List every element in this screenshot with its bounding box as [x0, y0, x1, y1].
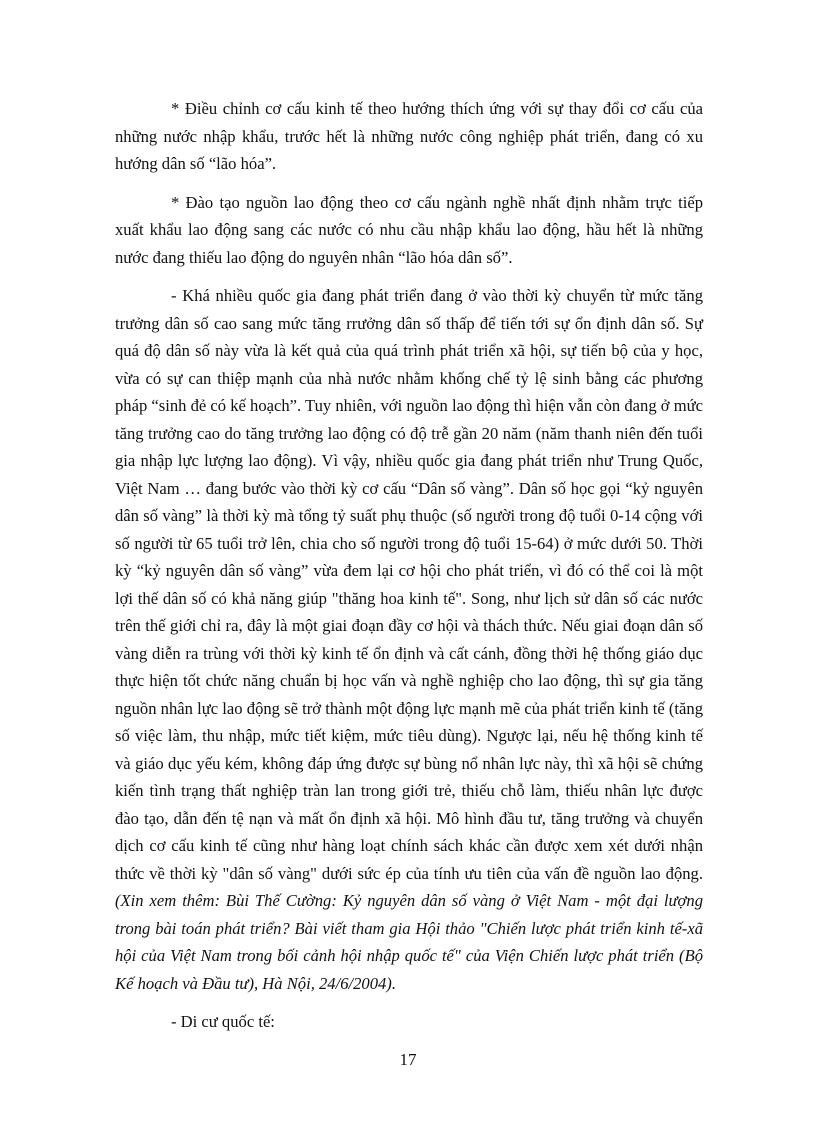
paragraph-international-migration: - Di cư quốc tế: — [171, 1012, 275, 1031]
paragraph-restructure-economy: * Điều chỉnh cơ cấu kinh tế theo hướng thích ứng với sự thay đổi cơ cấu của những nước nhập khẩu, trước hết là những nước công nghiệp phát triển, đang có xu hướng dân số “lão hóa”. — [115, 99, 703, 173]
page-number: 17 — [399, 1050, 417, 1069]
citation-note: (Xin xem thêm: Bùi Thế Cường: Kỷ nguyên dân số vàng ở Việt Nam - một đại lượng trong bài toán phát triển? Bài viết tham gia Hội thảo "Chiến lược phát triển kinh tế-xã hội của Việt Nam trong bối cảnh hội nhập quốc tế" của Viện Chiến lược phát triển (Bộ Kế hoạch và Đầu tư), Hà Nội, 24/6/2004). — [115, 891, 703, 993]
page-body — [115, 95, 703, 1047]
paragraph-golden-population-text: - Khá nhiều quốc gia đang phát triển đang ở vào thời kỳ chuyển từ mức tăng trưởng dân số cao sang mức tăng rrưởng dân số thấp để tiến tới sự ổn định dân số. Sự quá độ dân số này vừa là kết quả của quá trình phát triển xã hội, sự tiến bộ của y học, vừa có sự can thiệp mạnh của nhà nước nhằm khống chế tỷ lệ sinh bằng các phương pháp “sinh đẻ có kế hoạch”. Tuy nhiên, với nguồn lao động thì hiện vẫn còn đang ở mức tăng trưởng cao do tăng trưởng lao động có độ trễ gần 20 năm (năm thanh niên đến tuổi gia nhập lực lượng lao động). Vì vậy, nhiều quốc gia đang phát triển như Trung Quốc, Việt Nam … đang bước vào thời kỳ cơ cấu “Dân số vàng”. Dân số học gọi “kỷ nguyên dân số vàng” là thời kỳ mà tổng tỷ suất phụ thuộc (số người trong độ tuổi 0-14 cộng với số người từ 65 tuổi trở lên, chia cho số người trong độ tuổi 15-64) ở mức dưới 50. Thời kỳ “kỷ nguyên dân số vàng” vừa đem lại cơ hội cho phát triển, vì đó có thể coi là một lợi thế dân số có khả năng giúp "thăng hoa kinh tế". Song, như lịch sử dân số các nước trên thế giới chỉ ra, đây là một giai đoạn đầy cơ hội và thách thức. Nếu giai đoạn dân số vàng diễn ra trùng với thời kỳ kinh tế ổn định và cất cánh, đồng thời hệ thống giáo dục thực hiện tốt chức năng chuẩn bị học vấn và nghề nghiệp cho lao động, thì sự gia tăng nguồn nhân lực lao động sẽ trở thành một động lực mạnh mẽ của phát triển kinh tế (tăng số việc làm, thu nhập, mức tiết kiệm, mức tiêu dùng). Ngược lại, nếu hệ thống kinh tế và giáo dục yếu kém, không đáp ứng được sự bùng nổ nhân lực này, thì xã hội sẽ chứng kiến tình trạng thất nghiệp tràn lan trong giới trẻ, thiếu chỗ làm, thiếu nhân lực được đào tạo, dẫn đến tệ nạn và mất ổn định xã hội. Mô hình đầu tư, tăng trưởng và chuyển dịch cơ cấu kinh tế cũng như hàng loạt chính sách khác cần được xem xét dưới nhận thức về thời kỳ "dân số vàng" dưới sức ép của tính ưu tiên của vấn đề nguồn lao động. — [115, 286, 703, 883]
paragraph-labor-training: * Đào tạo nguồn lao động theo cơ cấu ngành nghề nhất định nhằm trực tiếp xuất khẩu lao động sang các nước có nhu cầu nhập khẩu lao động, hầu hết là những nước đang thiếu lao động do nguyên nhân “lão hóa dân số”. — [115, 192, 703, 267]
paragraph-golden-population — [115, 282, 703, 997]
